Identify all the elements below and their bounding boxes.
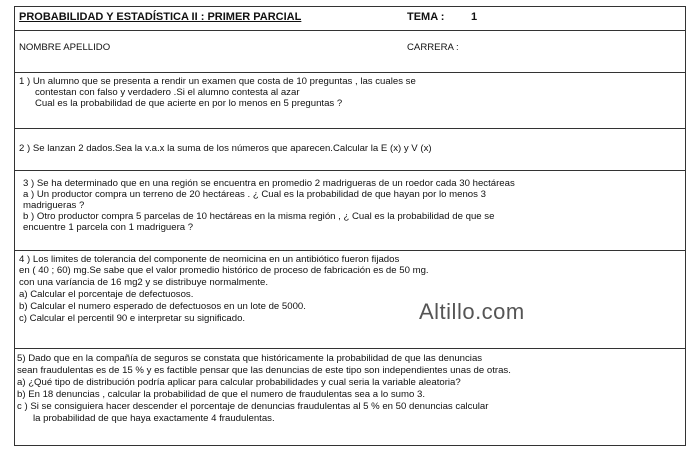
nombre-apellido-label: NOMBRE APELLIDO xyxy=(19,42,111,53)
q3-line-5: encuentre 1 parcela con 1 madriguera ? xyxy=(23,222,194,233)
exam-title: PROBABILIDAD Y ESTADÍSTICA II : PRIMER PARCIAL xyxy=(19,11,302,23)
question-1 xyxy=(15,73,685,129)
q5-line-4: b) En 18 denuncias , calcular la probabilidad de que el numero de fraudulentas sea a lo sumo 3. xyxy=(17,389,425,400)
q4-line-6: c) Calcular el percentil 90 e interpretar su significado. xyxy=(19,313,246,324)
q4-line-1: 4 ) Los limites de tolerancia del componente de neomicina en un antibiótico fueron fijados xyxy=(19,254,400,265)
q4-line-3: con una varíancia de 16 mg2 y se distribuye normalmente. xyxy=(19,277,269,288)
carrera-label: CARRERA : xyxy=(407,42,459,53)
q4-line-2: en ( 40 ; 60) mg.Se sabe que el valor promedio histórico de proceso de fabricación es de 50 mg. xyxy=(19,265,429,276)
q3-line-1: 3 ) Se ha determinado que en una región se encuentra en promedio 2 madrigueras de un roedor cada 30 hectáreas xyxy=(23,178,515,189)
q4-line-5: b) Calcular el numero esperado de defectuosos en un lote de 5000. xyxy=(19,301,306,312)
q3-line-3: madrigueras ? xyxy=(23,200,85,211)
question-2 xyxy=(15,129,685,171)
question-5 xyxy=(15,349,685,445)
q3-line-4: b ) Otro productor compra 5 parcelas de 10 hectáreas en la misma región , ¿ Cual es la probabilidad de que se xyxy=(23,211,495,222)
tema-value: 1 xyxy=(471,11,478,23)
header-name-row xyxy=(15,31,685,73)
tema-label: TEMA : xyxy=(407,11,445,23)
q4-line-4: a) Calcular el porcentaje de defectuosos. xyxy=(19,289,194,300)
q5-line-5: c ) Si se consiguiera hacer descender el porcentaje de denuncias fraudulentas al 5 % en 50 denuncias calcular xyxy=(17,401,489,412)
q1-line-2: contestan con falso y verdadero .Si el alumno contesta al azar xyxy=(35,87,300,98)
q5-line-3: a) ¿Qué tipo de distribución podría aplicar para calcular probabilidades y cual seria la variable aleatoria? xyxy=(17,377,461,388)
q5-line-2: sean fraudulentas es de 15 % y es factible pensar que las denuncias de este tipo son independientes unas de otras. xyxy=(17,365,511,376)
header-title-row xyxy=(15,7,685,31)
altillo-watermark: Altillo.com xyxy=(419,299,525,324)
q2-line-1: 2 ) Se lanzan 2 dados.Sea la v.a.x la suma de los números que aparecen.Calcular la E (x) y V (x) xyxy=(19,143,432,154)
question-4 xyxy=(15,251,685,349)
q1-line-3: Cual es la probabilidad de que acierte en por lo menos en 5 preguntas ? xyxy=(35,98,343,109)
q1-line-1: 1 ) Un alumno que se presenta a rendir un examen que costa de 10 preguntas , las cuales se xyxy=(19,76,416,87)
exam-sheet xyxy=(14,6,686,446)
q5-line-6: la probabilidad de que haya exactamente 4 fraudulentas. xyxy=(33,413,275,424)
question-3 xyxy=(15,171,685,251)
q5-line-1: 5) Dado que en la compañía de seguros se constata que históricamente la probabilidad de que las denuncias xyxy=(17,353,483,364)
q3-line-2: a ) Un productor compra un terreno de 20 hectáreas . ¿ Cual es la probabilidad de que hayan por lo menos 3 xyxy=(23,189,486,200)
